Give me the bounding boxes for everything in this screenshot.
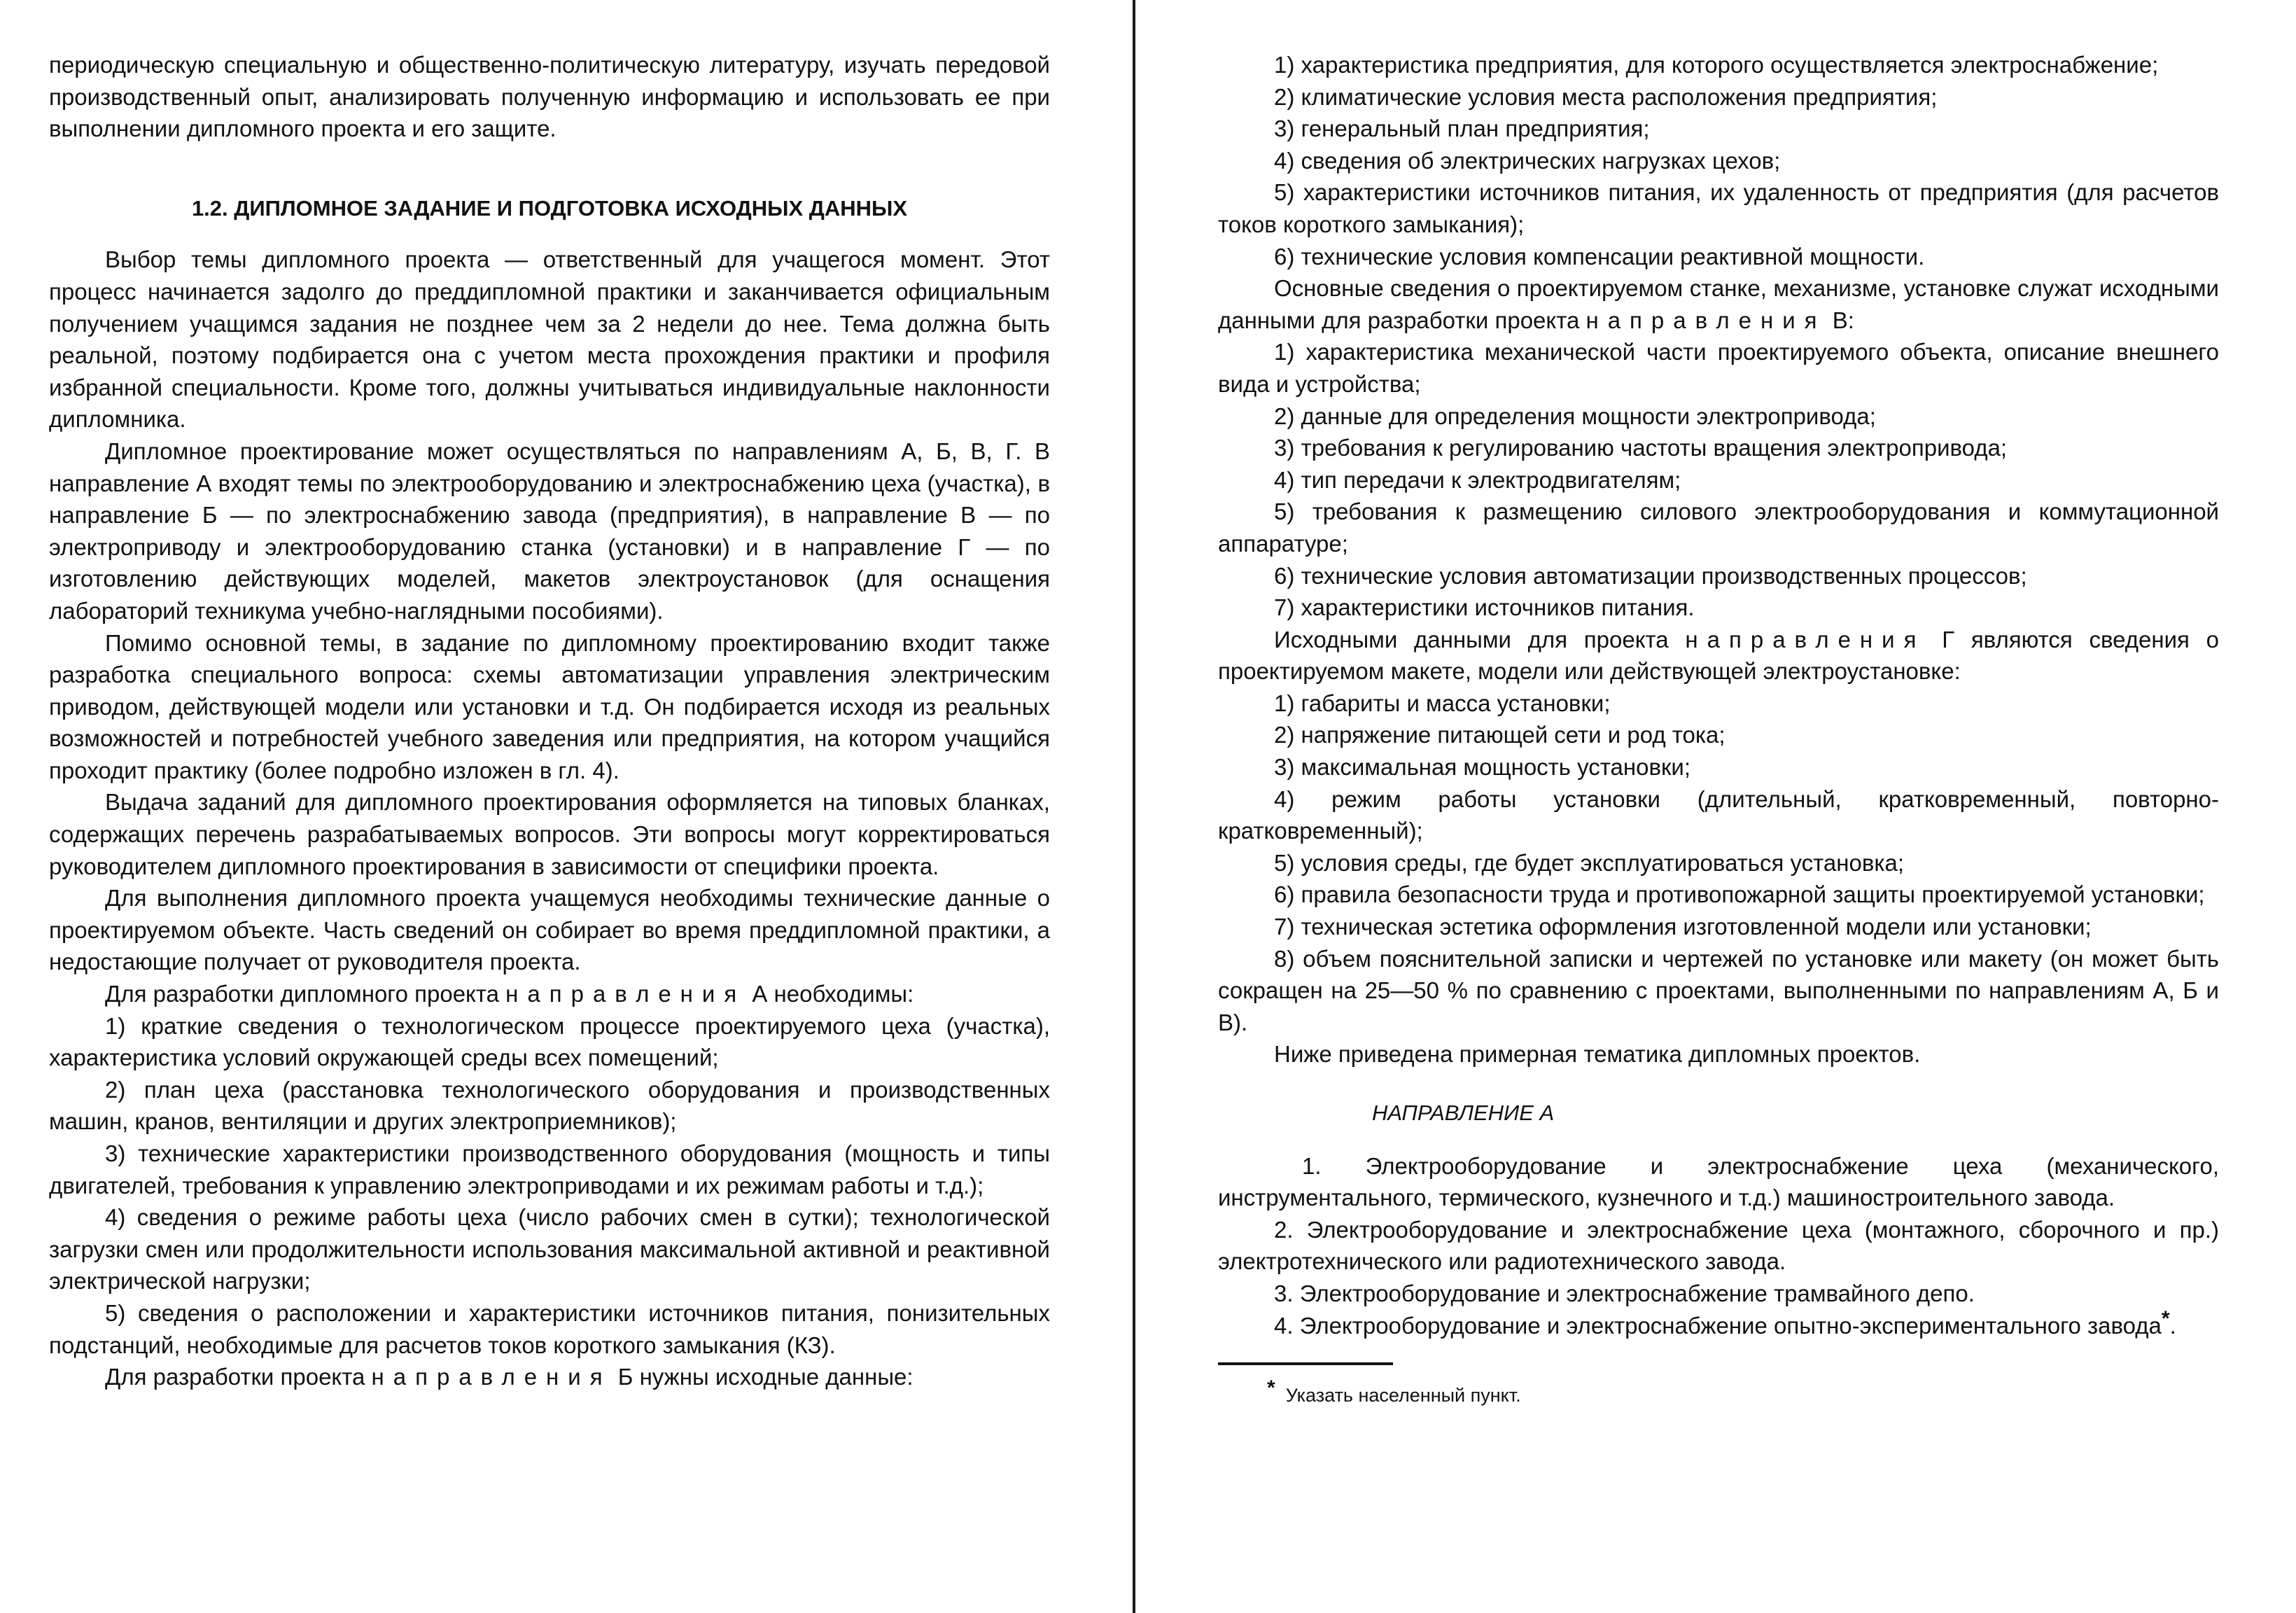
list-item: 1) габариты и масса установки; [1274, 690, 1611, 716]
topic-item: 1. Электрооборудование и электроснабжение цеха (механического, инструментального, термического, кузнечного и т.д.) машиностроительного завода. [1218, 1152, 2219, 1211]
footnote-divider [1218, 1362, 1393, 1365]
list-item: 1) характеристика механической части проектируемого объекта, описание внешнего вида и устройства; [1218, 339, 2219, 397]
paragraph: Выбор темы дипломного проекта — ответственный для учащегося момент. Этот процесс начинается задолго до преддипломной практики и заканчивается официальным получением учащимся задания не позднее чем за 2 недели до нее. Тема должна быть реальной, поэтому подбирается она с учетом места прохождения практики и профиля избранной специальности. Кроме того, должны учитываться индивидуальные наклонности дипломника. [49, 246, 1050, 433]
list-item: 7) характеристики источников питания. [1274, 594, 1695, 621]
list-item: 5) характеристики источников питания, их удаленность от предприятия (для расчетов токов короткого замыкания); [1218, 179, 2219, 237]
intro-text: А необходимы: [752, 981, 914, 1007]
paragraph: Выдача заданий для дипломного проектирования оформляется на типовых бланках, содержащих перечень разрабатываемых вопросов. Эти вопросы могут корректироваться руководителем дипломного проектирования в зависимости от специфики проекта. [49, 789, 1050, 879]
topic-item: 2. Электрооборудование и электроснабжение цеха (монтажного, сборочного и пр.) электротехнического или радиотехнического завода. [1218, 1216, 2219, 1275]
right-page [1134, 0, 2296, 1613]
intro-text: Г являются сведения о проектируемом макете, модели или действующей электроустановке: [1218, 626, 2219, 685]
intro-text: Основные сведения о проектируемом станке, механизме, установке служат исходными данными для разработки проекта [1218, 275, 2219, 333]
list-item: 2) климатические условия места расположения предприятия; [1274, 83, 1938, 110]
list-item: 4) сведения об электрических нагрузках цехов; [1274, 147, 1781, 174]
topic-item: 3. Электрооборудование и электроснабжение трамвайного депо. [1274, 1280, 1975, 1306]
paragraph: Для выполнения дипломного проекта учащемуся необходимы технические данные о проектируемом объекте. Часть сведений он собирает во время преддипломной практики, а недостающие получает от руководителя проекта. [49, 885, 1050, 975]
paragraph: Помимо основной темы, в задание по дипломному проектированию входит также разработка специального вопроса: схемы автоматизации управления электрическим приводом, действующей модели или установки и т.д. Он подбирается исходя из реальных возможностей и потребностей учебного заведения или предприятия, на котором учащийся проходит практику (более подробно изложен в гл. 4). [49, 629, 1050, 783]
list-item: 3) генеральный план предприятия; [1274, 116, 1650, 142]
left-page [0, 0, 1134, 1613]
intro-text: Для разработки проекта [105, 1364, 365, 1390]
spaced-word: направления [1685, 626, 1926, 652]
list-item: 1) характеристика предприятия, для которого осуществляется электроснабжение; [1274, 52, 2159, 78]
list-item: 2) напряжение питающей сети и род тока; [1274, 722, 1726, 748]
footnote-marker: * [1267, 1376, 1275, 1400]
direction-v-intro [1218, 272, 2219, 336]
list-item: 5) сведения о расположении и характеристики источников питания, понизительных подстанций, необходимые для расчетов токов короткого замыкания (КЗ). [49, 1299, 1050, 1358]
list-item: 2) данные для определения мощности электропривода; [1274, 403, 1876, 429]
footnote-marker: * [2161, 1306, 2170, 1330]
intro-text: Для разработки дипломного проекта [105, 981, 499, 1007]
paragraph: Дипломное проектирование может осуществляться по направлениям А, Б, В, Г. В направление А входят темы по электрооборудованию и электроснабжению цеха (участка), в направление Б — по электроснабжению завода (предприятия), в направление В — по электроприводу и электрооборудованию станка (установки) и в направление Г — по изготовлению действующих моделей, макетов электроустановок (для оснащения лабораторий техникума учебно-наглядными пособиями). [49, 438, 1050, 624]
intro-text: В: [1832, 307, 1854, 333]
list-item: 3) технические характеристики производственного оборудования (мощность и типы двигателей, требования к управлению электроприводами и их режимам работы и т.д.); [49, 1140, 1050, 1199]
list-item: 4) сведения о режиме работы цеха (число рабочих смен в сутки); технологической загрузки смен или продолжительности использования максимальной активной и реактивной электрической нагрузки; [49, 1204, 1050, 1294]
footnote [1267, 1376, 2219, 1407]
list-item: 3) максимальная мощность установки; [1274, 754, 1691, 781]
direction-a-intro [49, 978, 1050, 1010]
intro-text: Б нужны исходные данные: [617, 1364, 913, 1390]
list-item: 6) технические условия компенсации реактивной мощности. [1274, 243, 1925, 270]
list-item: 5) требования к размещению силового электрооборудования и коммутационной аппаратуре; [1218, 498, 2219, 557]
right-page-text [1218, 49, 2219, 1407]
list-item: 6) правила безопасности труда и противопожарной защиты проектируемой установки; [1274, 881, 2205, 908]
footnote-text: Указать населенный пункт. [1285, 1385, 1521, 1406]
list-item: 8) объем пояснительной записки и чертежей по установке или макету (он может быть сокращен на 25—50 % по сравнению с проектами, выполненными по направлениям А, Б и В). [1218, 945, 2219, 1035]
direction-g-intro [1218, 624, 2219, 687]
list-item: 4) режим работы установки (длительный, кратковременный, повторно-кратковременный); [1218, 785, 2219, 844]
spaced-word: направления [371, 1364, 612, 1390]
list-item: 3) требования к регулированию частоты вращения электропривода; [1274, 435, 2008, 461]
spaced-word: направления [1586, 307, 1826, 333]
list-item: 4) тип передачи к электродвигателям; [1274, 466, 1681, 493]
list-item: 2) план цеха (расстановка технологического оборудования и производственных машин, кранов, вентиляции и других электроприемников); [49, 1076, 1050, 1135]
list-item: 6) технические условия автоматизации производственных процессов; [1274, 562, 2027, 589]
direction-a-heading: НАПРАВЛЕНИЕ А [1372, 1101, 1555, 1125]
paragraph: периодическую специальную и общественно-политическую литературу, изучать передовой производственный опыт, анализировать полученную информацию и использовать ее при выполнении дипломного проекта и его защите. [49, 52, 1050, 142]
left-page-text [49, 49, 1050, 1393]
list-item: 7) техническая эстетика оформления изготовленной модели или установки; [1274, 914, 2092, 940]
direction-b-intro [49, 1361, 1050, 1393]
spaced-word: направления [505, 981, 746, 1007]
list-item: 1) краткие сведения о технологическом процессе проектируемого цеха (участка), характеристика условий окружающей среды всех помещений; [49, 1012, 1050, 1071]
topics-intro: Ниже приведена примерная тематика дипломных проектов. [1274, 1041, 1921, 1068]
topic-item: 4. Электрооборудование и электроснабжение опытно-экспериментального завода*. [1274, 1306, 2176, 1339]
intro-text: Исходными данными для проекта [1274, 626, 1669, 652]
topic-text: 4. Электрооборудование и электроснабжение опытно-экспериментального завода [1274, 1312, 2162, 1339]
list-item: 5) условия среды, где будет эксплуатироваться установка; [1274, 849, 1905, 876]
section-heading: 1.2. ДИПЛОМНОЕ ЗАДАНИЕ И ПОДГОТОВКА ИСХОДНЫХ ДАННЫХ [191, 195, 908, 221]
